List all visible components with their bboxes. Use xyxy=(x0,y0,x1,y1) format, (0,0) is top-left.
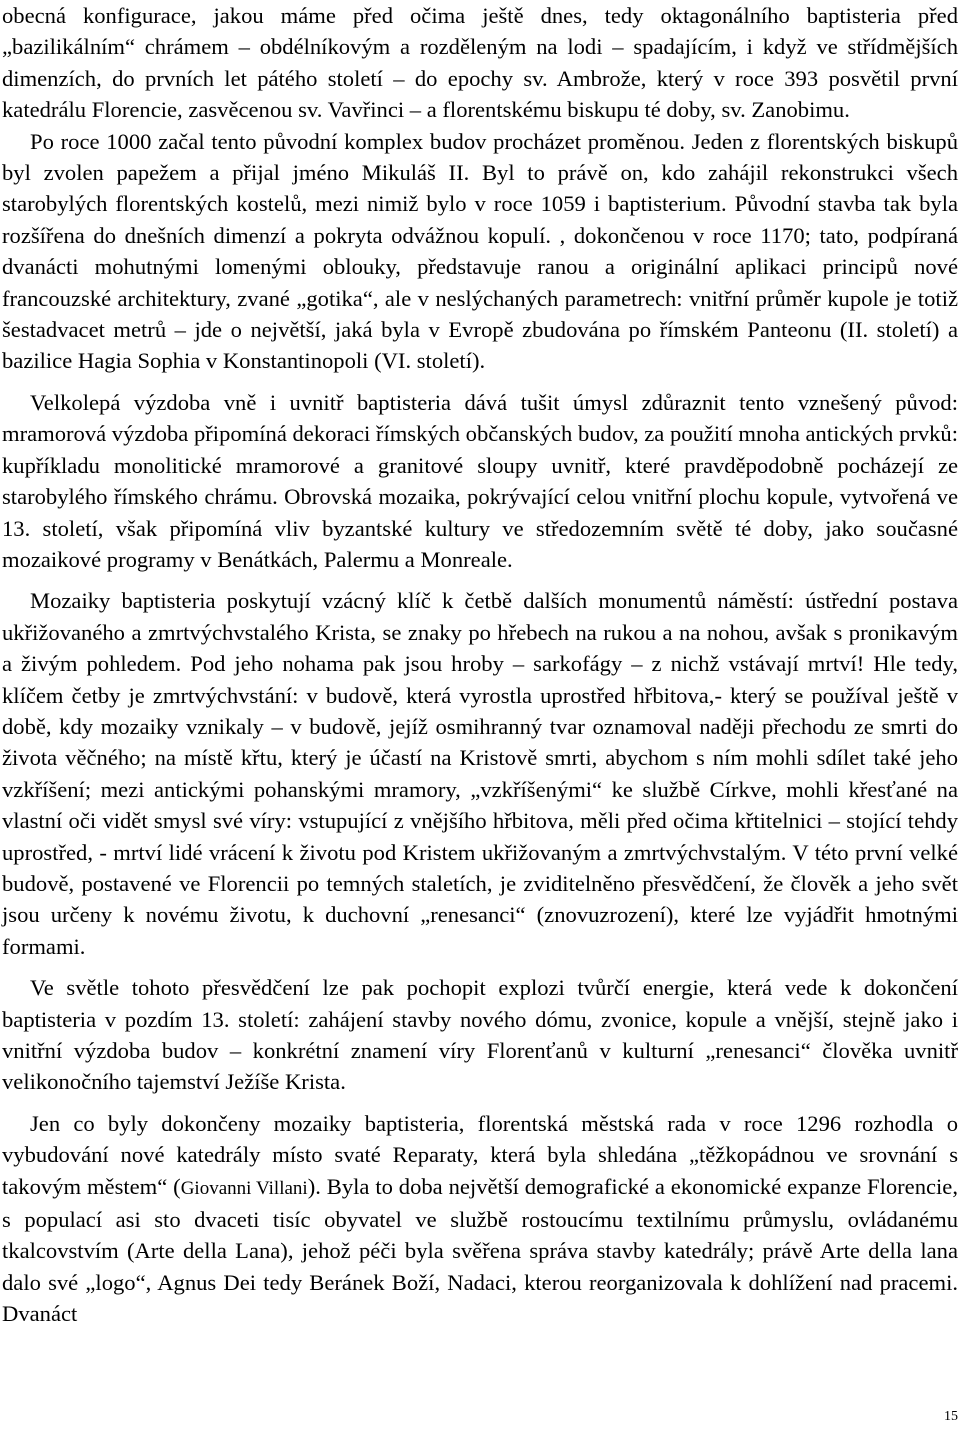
paragraph-6-text-b: ). Byla to doba největší demografické a ekonomické expanze Florencie, s populací asi sto dvaceti tisíc obyvatel ve službě rostoucímu textilnímu průmyslu, ovládanému tkalcovstvím (Arte della Lana), jehož péči byla svěřena správa stavby katedrály; právě Arte della lana dalo své „logo“, Agnus Dei tedy Beránek Boží, Nadaci, kterou reorganizovala k dohlížení nad pracemi. Dvanáct xyxy=(2,1173,958,1327)
paragraph-4 xyxy=(2,585,958,962)
author-citation: Giovanni Villani xyxy=(180,1177,308,1199)
page-number: 15 xyxy=(944,1409,958,1424)
paragraph-2 xyxy=(2,126,958,377)
paragraph-6 xyxy=(2,1108,958,1330)
paragraph-3-text: Velkolepá výzdoba vně i uvnitř baptisteria dává tušit úmysl zdůraznit tento vznešený původ: mramorová výzdoba připomíná dekoraci římských občanských budov, za použití mnoha antických prvků: kupříkladu monolitické mramorové a granitové sloupy uvnitř, které pravděpodobně pocházejí ze starobylého římského chrámu. Obrovská mozaika, pokrývající celou vnitřní plochu kopule, vytvořená ve 13. století, však připomíná vliv byzantské kultury ve středozemním světě té doby, jako současné mozaikové programy v Benátkách, Palermu a Monreale. xyxy=(2,389,958,572)
paragraph-1 xyxy=(2,0,958,126)
paragraph-1-text: obecná konfigurace, jakou máme před očima ještě dnes, tedy oktagonálního baptisteria před „bazilikálním“ chrámem – obdélníkovým a rozděleným na lodi – spadajícím, i když ve střídmějších dimenzích, do prvních let pátého století – do epochy sv. Ambrože, který v roce 393 posvětil první katedrálu Florencie, zasvěcenou sv. Vavřinci – a florentskému biskupu té doby, sv. Zanobimu. xyxy=(2,3,958,123)
paragraph-5 xyxy=(2,972,958,1098)
document-body xyxy=(2,0,958,1330)
paragraph-6-text-a: Jen co byly dokončeny mozaiky baptisteria, florentská městská rada v roce 1296 rozhodla o vybudování nové katedrály místo svaté Reparaty, která byla shledána „těžkopádnou ve srovnání s takovým městem“ ( xyxy=(2,1110,958,1199)
paragraph-3 xyxy=(2,387,958,575)
paragraph-5-text: Ve světle tohoto přesvědčení lze pak pochopit explozi tvůrčí energie, která vede k dokončení baptisteria v pozdím 13. století: zahájení stavby nového dómu, zvonice, kopule a vnější, stejně jako i vnitřní výzdoba budov – konkrétní znamení víry Florenťanů v kulturní „renesanci“ člověka uvnitř velikonočního tajemství Ježíše Krista. xyxy=(2,975,958,1095)
paragraph-4-text: Mozaiky baptisteria poskytují vzácný klíč k četbě dalších monumentů náměstí: ústřední postava ukřižovaného a zmrtvýchvstalého Krista, se znaky po hřebech na rukou a na nohou, avšak s pronikavým a živým pohledem. Pod jeho nohama pak jsou hroby – sarkofágy – z nichž vstávají mrtví! Hle tedy, klíčem četby je zmrtvýchvstání: v budově, která vyrostla uprostřed hřbitova,- který se používal ještě v době, kdy mozaiky vznikaly – v budově, jejíž osmihranný tvar oznamoval naději přechodu ze smrti do života věčného; na místě křtu, který je účastí na Kristově smrti, abychom s ním mohli sdílet také jeho vzkříšení; mezi antickými pohanskými mramory, „vzkříšenými“ ke službě Církve, mohli křesťané na vlastní oči vidět smysl své víry: vstupující z vnějšího hřbitova, měli před očima křtitelnici – stojící tehdy uprostřed, - mrtví lidé vrácení k životu pod Kristem ukřižovaným a zmrtvýchvstalým. V této první velké budově, postavené ve Florencii po temných staletích, je zviditelněno přesvědčení, že člověk a jeho svět jsou určeny k novému životu, k duchovní „renesanci“ (znovuzrození), které lze vyjádřit hmotnými formami. xyxy=(2,588,958,959)
paragraph-2-text: Po roce 1000 začal tento původní komplex budov procházet proměnou. Jeden z florentských biskupů byl zvolen papežem a přijal jméno Mikuláš II. Byl to právě on, kdo zahájil rekonstrukci všech starobylých florentských kostelů, mezi nimiž bylo v roce 1059 i baptisterium. Původní stavba tak byla rozšířena do dnešních dimenzí a pokryta odvážnou kopulí. , dokončenou v roce 1170; tato, podpíraná dvanácti mohutnými lomenými oblouky, představuje ranou a originální aplikaci principů nové francouzské architektury, zvané „gotika“, ale v neslýchaných parametrech: vnitřní průměr kupole je totiž šestadvacet metrů – jde o největší, jaká byla v Evropě zbudována po římském Panteonu (II. století) a bazilice Hagia Sophia v Konstantinopoli (VI. století). xyxy=(2,128,958,374)
